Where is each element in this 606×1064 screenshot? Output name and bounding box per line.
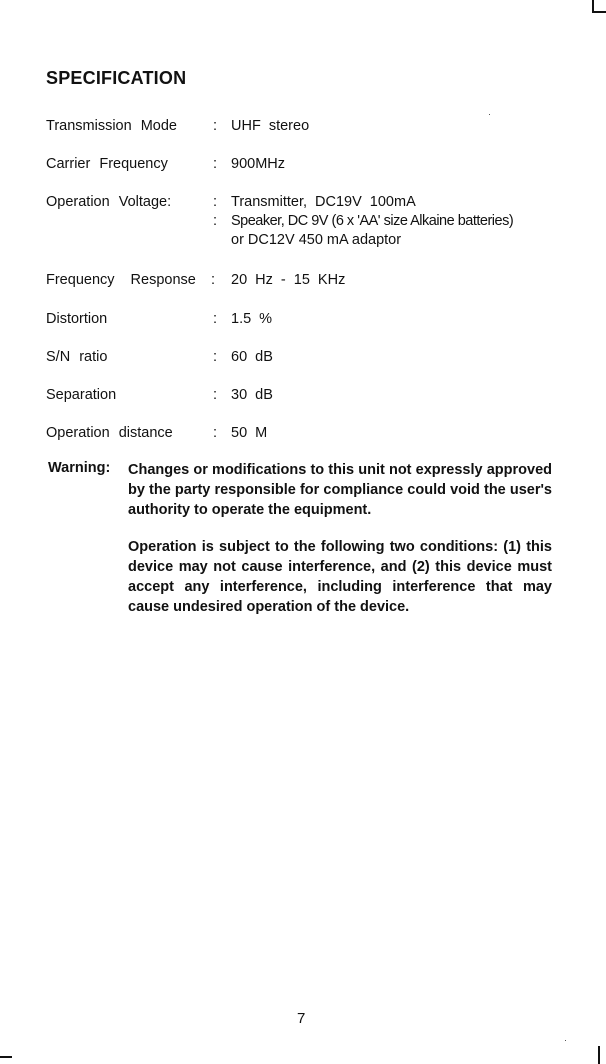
spec-row-carrier-frequency (46, 154, 566, 174)
spec-colon: : (213, 387, 218, 403)
crop-mark-bottom-right (598, 1046, 600, 1064)
warning-paragraph-1: Changes or modifications to this unit not expressly approved by the party responsible for compliance could void the user's authority to operate the equipment. (128, 462, 552, 518)
spec-value-line: Transmitter, DC19V 100mA (231, 194, 416, 210)
spec-value-line: or DC12V 450 mA adaptor (231, 232, 402, 248)
spec-label: Separation (46, 387, 117, 403)
spec-row-frequency-response (46, 270, 566, 290)
spec-value: 60 dB (231, 349, 273, 365)
spec-label: S/N ratio (46, 349, 108, 365)
spec-value: 1.5 % (231, 311, 273, 327)
spec-label: Frequency Response (46, 272, 196, 288)
spec-row-separation (46, 385, 566, 405)
spec-label: Distortion (46, 311, 108, 327)
spec-label: Operation Voltage: (46, 194, 172, 210)
page-title: SPECIFICATION (46, 68, 187, 88)
warning-paragraph-2: Operation is subject to the following two conditions: (1) this device may not cause interference, and (2) this device must accept any interference, including interference that may cause undesired operation of the device. (128, 539, 552, 615)
spec-value: 20 Hz - 15 KHz (231, 272, 346, 288)
spec-colon: : (213, 156, 218, 172)
spec-value: UHF stereo (231, 118, 310, 134)
spec-colon: : (213, 349, 218, 365)
spec-row-transmission-mode (46, 116, 566, 136)
spec-colon: : (211, 272, 216, 288)
spec-colon: : (213, 118, 218, 134)
spec-label: Operation distance (46, 425, 173, 441)
page-number: 7 (297, 1010, 306, 1027)
spec-value-line: Speaker, DC 9V (6 x 'AA' size Alkaine batteries) (231, 213, 514, 229)
spec-value: 30 dB (231, 387, 273, 403)
spec-colon: : (213, 311, 218, 327)
spec-row-sn-ratio (46, 347, 566, 367)
spec-value: 900MHz (231, 156, 285, 172)
spec-colon: : (213, 213, 218, 229)
spec-colon: : (213, 425, 218, 441)
scan-speck (489, 114, 490, 115)
spec-row-operation-distance (46, 423, 566, 443)
warning-label: Warning: (48, 460, 111, 476)
scan-speck (565, 1040, 566, 1041)
spec-label: Carrier Frequency (46, 156, 168, 172)
spec-row-operation-voltage (46, 192, 566, 252)
crop-mark-top-right (592, 11, 606, 13)
spec-value: 50 M (231, 425, 268, 441)
spec-row-distortion (46, 309, 566, 329)
crop-mark-bottom-left (0, 1056, 12, 1058)
spec-colon: : (213, 194, 218, 210)
spec-label: Transmission Mode (46, 118, 177, 134)
